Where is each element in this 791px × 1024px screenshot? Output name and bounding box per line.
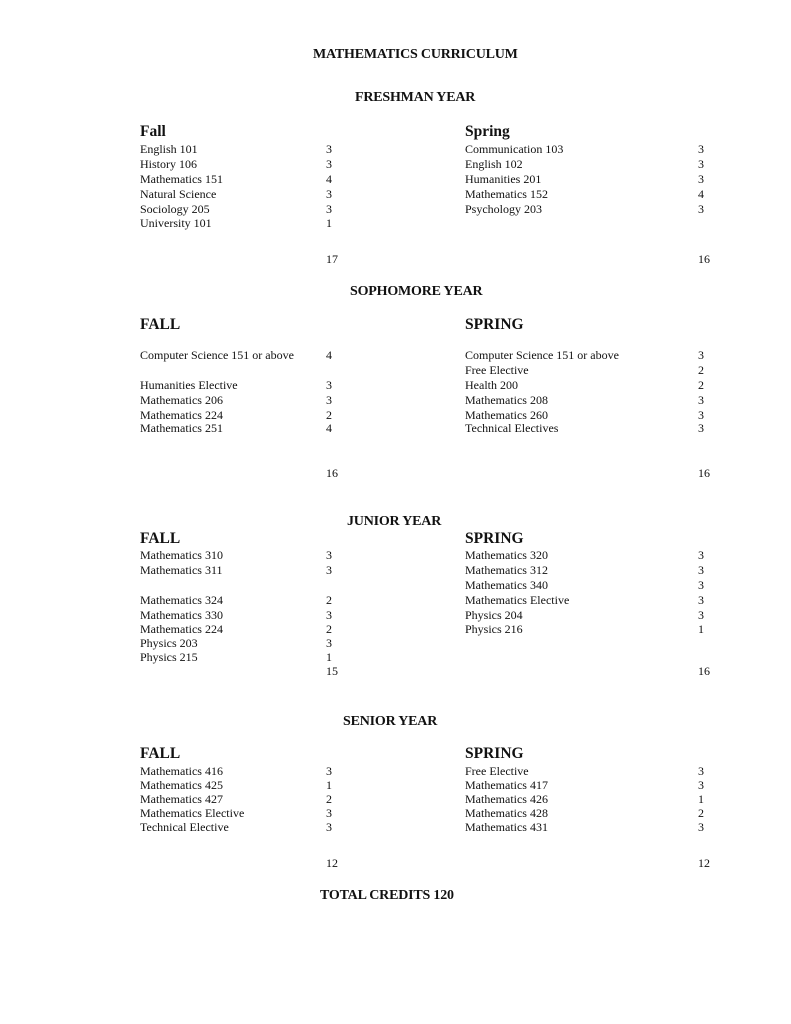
semester-label-spring: SPRING xyxy=(465,745,524,762)
semester-label-spring: SPRING xyxy=(465,530,524,547)
semester-total: 16 xyxy=(698,664,710,678)
course-name: Communication 103 xyxy=(465,142,564,156)
course-credits: 4 xyxy=(326,172,332,186)
year-heading-sophomore: SOPHOMORE YEAR xyxy=(350,284,483,299)
course-name: Technical Elective xyxy=(140,820,229,834)
course-name: Mathematics 224 xyxy=(140,408,223,422)
course-name: English 102 xyxy=(465,157,523,171)
course-name: Physics 204 xyxy=(465,608,523,622)
year-heading-senior: SENIOR YEAR xyxy=(343,714,438,729)
course-name: Mathematics 428 xyxy=(465,806,548,820)
semester-total: 12 xyxy=(326,856,338,870)
semester-total: 15 xyxy=(326,664,338,678)
course-name: Humanities 201 xyxy=(465,172,542,186)
course-credits: 3 xyxy=(698,202,704,216)
course-name: Physics 216 xyxy=(465,622,523,636)
course-name: Mathematics Elective xyxy=(465,593,570,607)
course-credits: 3 xyxy=(698,778,704,792)
course-credits: 2 xyxy=(326,792,332,806)
semester-label-fall: Fall xyxy=(140,123,166,140)
course-name: Mathematics 310 xyxy=(140,548,223,562)
course-credits: 3 xyxy=(698,142,704,156)
course-name: University 101 xyxy=(140,216,212,230)
course-credits: 2 xyxy=(326,408,332,422)
course-credits: 3 xyxy=(698,348,704,362)
semester-total: 16 xyxy=(326,466,338,480)
course-name: Physics 203 xyxy=(140,636,198,650)
course-name: Mathematics 417 xyxy=(465,778,548,792)
semester-label-fall: FALL xyxy=(140,530,181,547)
course-credits: 4 xyxy=(326,348,332,362)
course-name: Free Elective xyxy=(465,363,529,377)
course-credits: 3 xyxy=(698,593,704,607)
course-credits: 3 xyxy=(698,764,704,778)
course-credits: 3 xyxy=(698,820,704,834)
course-credits: 4 xyxy=(326,421,332,435)
course-name: English 101 xyxy=(140,142,198,156)
course-credits: 3 xyxy=(326,563,332,577)
course-credits: 1 xyxy=(698,792,704,806)
course-credits: 1 xyxy=(326,216,332,230)
semester-total: 16 xyxy=(698,252,710,266)
course-credits: 2 xyxy=(698,363,704,377)
semester-label-fall: FALL xyxy=(140,316,181,333)
course-credits: 3 xyxy=(326,393,332,407)
course-credits: 3 xyxy=(698,563,704,577)
course-name: Mathematics 260 xyxy=(465,408,548,422)
course-credits: 3 xyxy=(326,202,332,216)
course-name: Mathematics 151 xyxy=(140,172,223,186)
course-credits: 3 xyxy=(698,421,704,435)
course-name: Natural Science xyxy=(140,187,217,201)
course-name: Mathematics 427 xyxy=(140,792,223,806)
course-name: Physics 215 xyxy=(140,650,198,664)
year-heading-freshman: FRESHMAN YEAR xyxy=(355,90,476,105)
course-credits: 1 xyxy=(326,778,332,792)
total-credits: TOTAL CREDITS 120 xyxy=(320,888,454,903)
semester-total: 17 xyxy=(326,252,338,266)
course-credits: 3 xyxy=(326,548,332,562)
course-name: Health 200 xyxy=(465,378,518,392)
course-credits: 3 xyxy=(326,378,332,392)
course-credits: 4 xyxy=(698,187,704,201)
course-credits: 1 xyxy=(326,650,332,664)
course-credits: 2 xyxy=(698,378,704,392)
course-credits: 1 xyxy=(698,622,704,636)
course-credits: 3 xyxy=(698,408,704,422)
document-title: MATHEMATICS CURRICULUM xyxy=(313,47,518,62)
course-name: Mathematics 208 xyxy=(465,393,548,407)
semester-total: 12 xyxy=(698,856,710,870)
semester-label-spring: Spring xyxy=(465,123,510,140)
course-name: Mathematics 416 xyxy=(140,764,223,778)
course-name: History 106 xyxy=(140,157,197,171)
course-credits: 3 xyxy=(698,172,704,186)
course-name: Mathematics 330 xyxy=(140,608,223,622)
course-credits: 3 xyxy=(698,393,704,407)
course-name: Mathematics 324 xyxy=(140,593,223,607)
course-name: Mathematics 311 xyxy=(140,563,223,577)
course-credits: 3 xyxy=(698,608,704,622)
course-name: Mathematics Elective xyxy=(140,806,245,820)
course-credits: 2 xyxy=(326,622,332,636)
course-name: Mathematics 206 xyxy=(140,393,223,407)
course-credits: 3 xyxy=(698,548,704,562)
course-credits: 3 xyxy=(698,157,704,171)
course-credits: 3 xyxy=(698,578,704,592)
course-name: Sociology 205 xyxy=(140,202,210,216)
course-credits: 3 xyxy=(326,636,332,650)
course-credits: 3 xyxy=(326,142,332,156)
year-heading-junior: JUNIOR YEAR xyxy=(347,514,442,529)
course-credits: 3 xyxy=(326,806,332,820)
course-name: Mathematics 426 xyxy=(465,792,548,806)
course-name: Mathematics 425 xyxy=(140,778,223,792)
course-credits: 3 xyxy=(326,157,332,171)
course-name: Mathematics 251 xyxy=(140,421,223,435)
course-name: Mathematics 152 xyxy=(465,187,548,201)
semester-total: 16 xyxy=(698,466,710,480)
course-name: Technical Electives xyxy=(465,421,559,435)
course-name: Mathematics 224 xyxy=(140,622,223,636)
course-name: Mathematics 312 xyxy=(465,563,548,577)
course-credits: 2 xyxy=(326,593,332,607)
course-credits: 3 xyxy=(326,187,332,201)
course-credits: 3 xyxy=(326,764,332,778)
course-name: Mathematics 320 xyxy=(465,548,548,562)
course-name: Free Elective xyxy=(465,764,529,778)
course-credits: 3 xyxy=(326,820,332,834)
course-name: Humanities Elective xyxy=(140,378,238,392)
course-name: Mathematics 340 xyxy=(465,578,548,592)
semester-label-spring: SPRING xyxy=(465,316,524,333)
course-name: Computer Science 151 or above xyxy=(465,348,619,362)
course-name: Psychology 203 xyxy=(465,202,543,216)
course-name: Computer Science 151 or above xyxy=(140,348,294,362)
course-name: Mathematics 431 xyxy=(465,820,548,834)
semester-label-fall: FALL xyxy=(140,745,181,762)
course-credits: 2 xyxy=(698,806,704,820)
course-credits: 3 xyxy=(326,608,332,622)
